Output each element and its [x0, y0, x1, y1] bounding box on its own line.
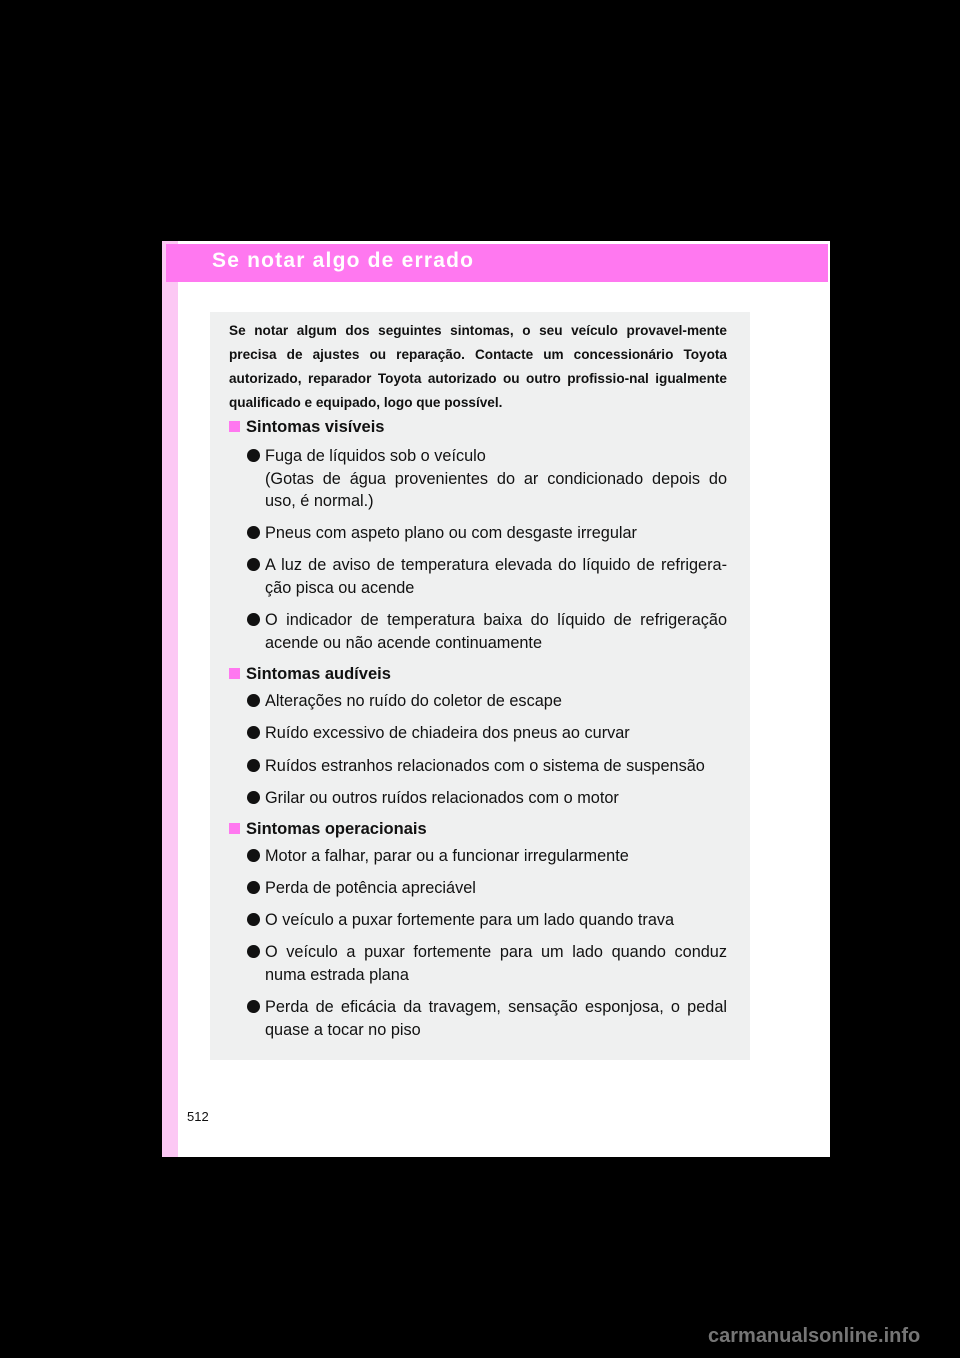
bullet-icon: [247, 945, 260, 958]
list-item-text: Motor a falhar, parar ou a funcionar irregularmente: [265, 847, 629, 865]
list-item: [247, 690, 727, 713]
manual-page: [162, 241, 830, 1157]
list-item: [247, 877, 727, 900]
list-item: [247, 755, 727, 778]
bullet-icon: [247, 791, 260, 804]
section-heading-label: Sintomas audíveis: [246, 665, 391, 683]
title-bar: [166, 244, 828, 282]
bullet-icon: [247, 913, 260, 926]
list-item: [247, 609, 727, 654]
section-heading-operational: [229, 820, 427, 839]
intro-paragraph: Se notar algum dos seguintes sintomas, o seu veículo provavel-mente precisa de ajustes ou reparação. Contacte um concessionário Toyota autorizado, reparador Toyota autorizado ou outro profissio-nal igualmente qualificado e equipado, logo que possível.: [229, 323, 727, 410]
pink-square-icon: [229, 823, 240, 834]
bullet-icon: [247, 694, 260, 707]
list-item: [247, 522, 727, 545]
list-item-text: O veículo a puxar fortemente para um lado quando conduz numa estrada plana: [265, 943, 727, 984]
section-heading-visible: [229, 418, 385, 437]
list-item-text: Fuga de líquidos sob o veículo (Gotas de água provenientes do ar condicionado depois do uso, é normal.): [265, 447, 727, 510]
bullet-icon: [247, 726, 260, 739]
pink-square-icon: [229, 421, 240, 432]
page-title: Se notar algo de errado: [212, 249, 475, 272]
pink-square-icon: [229, 668, 240, 679]
section-heading-label: Sintomas visíveis: [246, 418, 385, 436]
list-item: [247, 909, 727, 932]
list-item-text: O indicador de temperatura baixa do líquido de refrigeração acende ou não acende continuamente: [265, 611, 727, 652]
bullet-icon: [247, 558, 260, 571]
section-heading-label: Sintomas operacionais: [246, 820, 427, 838]
list-item-text: O veículo a puxar fortemente para um lado quando trava: [265, 911, 675, 929]
bullet-icon: [247, 849, 260, 862]
list-item: [247, 787, 727, 810]
list-item: [247, 722, 727, 745]
bullet-icon: [247, 613, 260, 626]
list-item: [247, 996, 727, 1041]
page-number: 512: [187, 1109, 209, 1124]
section-heading-audible: [229, 665, 391, 684]
list-item-text: Ruído excessivo de chiadeira dos pneus ao curvar: [265, 724, 630, 742]
list-item: [247, 845, 727, 868]
left-margin-stripe: [162, 241, 178, 1157]
bullet-icon: [247, 449, 260, 462]
bullet-icon: [247, 526, 260, 539]
list-item-text: Perda de potência apreciável: [265, 879, 476, 897]
bullet-icon: [247, 881, 260, 894]
list-item: [247, 445, 727, 513]
list-item-text: Alterações no ruído do coletor de escape: [265, 692, 562, 710]
list-item-text: Perda de eficácia da travagem, sensação esponjosa, o pedal quase a tocar no piso: [265, 998, 727, 1039]
list-item: [247, 554, 727, 599]
symptoms-box: [210, 312, 750, 1060]
list-item-text: Pneus com aspeto plano ou com desgaste irregular: [265, 524, 637, 542]
list-item-text: Ruídos estranhos relacionados com o sistema de suspensão: [265, 757, 705, 775]
bullet-icon: [247, 1000, 260, 1013]
list-item-text: Grilar ou outros ruídos relacionados com o motor: [265, 789, 619, 807]
bullet-icon: [247, 759, 260, 772]
watermark-text: carmanualsonline.info: [708, 1325, 921, 1347]
list-item: [247, 941, 727, 986]
list-item-text: A luz de aviso de temperatura elevada do líquido de refrigera-ção pisca ou acende: [265, 556, 727, 597]
